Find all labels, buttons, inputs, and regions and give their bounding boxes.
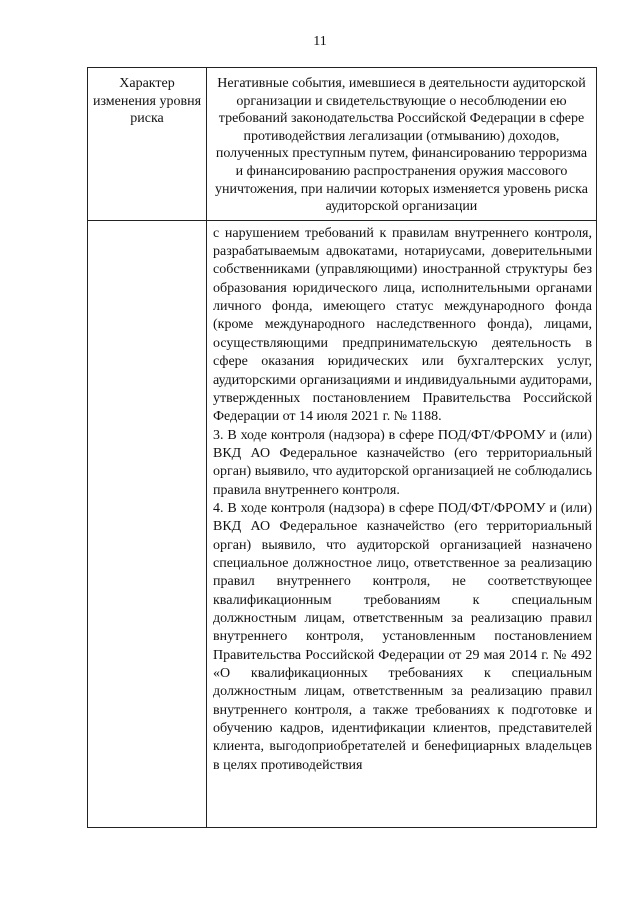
table-header-row xyxy=(88,68,597,221)
paragraph-item-3: 3. В ходе контроля (надзора) в сфере ПОД/ФТ/ФРОМУ и (или) ВКД АО Федеральное казначейство (его территориальный орган) выявило, что аудиторской организацией не соблюдались правила внутреннего контроля. xyxy=(213,427,592,498)
header-cell-negative-events xyxy=(207,68,597,221)
body-cell-negative-events xyxy=(207,220,597,827)
paragraph-continuation: с нарушением требований к правилам внутреннего контроля, разрабатываемым адвокатами, нотариусами, доверительными собственниками (управляющими) иностранной структуры без образования юридического лица, исполнительными органами личного фонда, имеющего статус международного фонда (кроме международного наследственного фонда), лицами, осуществляющими предпринимательскую деятельность в сфере оказания юридических или бухгалтерских услуг, аудиторскими организациями и индивидуальными аудиторами, утвержденных постановлением Правительства Российской Федерации от 14 июля 2021 г. № 1188. xyxy=(213,225,592,425)
header-cell-risk-change xyxy=(88,68,207,221)
risk-table xyxy=(87,67,597,828)
page-number: 11 xyxy=(313,34,327,49)
paragraph-item-4: 4. В ходе контроля (надзора) в сфере ПОД/ФТ/ФРОМУ и (или) ВКД АО Федеральное казначейство (его территориальный орган) выявило, что аудиторской организацией назначено специальное должностное лицо, ответственное за реализацию правил внутреннего контроля, не соответствующее квалификационным требованиям к специальным должностным лицам, ответственным за реализацию правил внутреннего контроля, установленным постановлением Правительства Российской Федерации от 29 мая 2014 г. № 492 «О квалификационных требованиях к специальным должностным лицам, ответственным за реализацию правил внутреннего контроля, а также требованиях к подготовке и обучению кадров, идентификации клиентов, представителей клиента, выгодоприобретателей и бенефициарных владельцев в целях противодействия xyxy=(213,500,592,773)
header-negative-events-label: Негативные события, имевшиеся в деятельности аудиторской организации и свидетельствующие о несоблюдении ею требований законодательства Российской Федерации в сфере противодействия легализации (отмыванию) доходов, полученных преступным путем, финансированию терроризма и финансированию распространения оружия массового уничтожения, при наличии которых изменяется уровень риска аудиторской организации xyxy=(215,76,588,215)
header-risk-change-label: Характер изменения уровня риска xyxy=(92,76,202,126)
table-body-row xyxy=(88,220,597,827)
body-cell-risk-change xyxy=(88,220,207,827)
